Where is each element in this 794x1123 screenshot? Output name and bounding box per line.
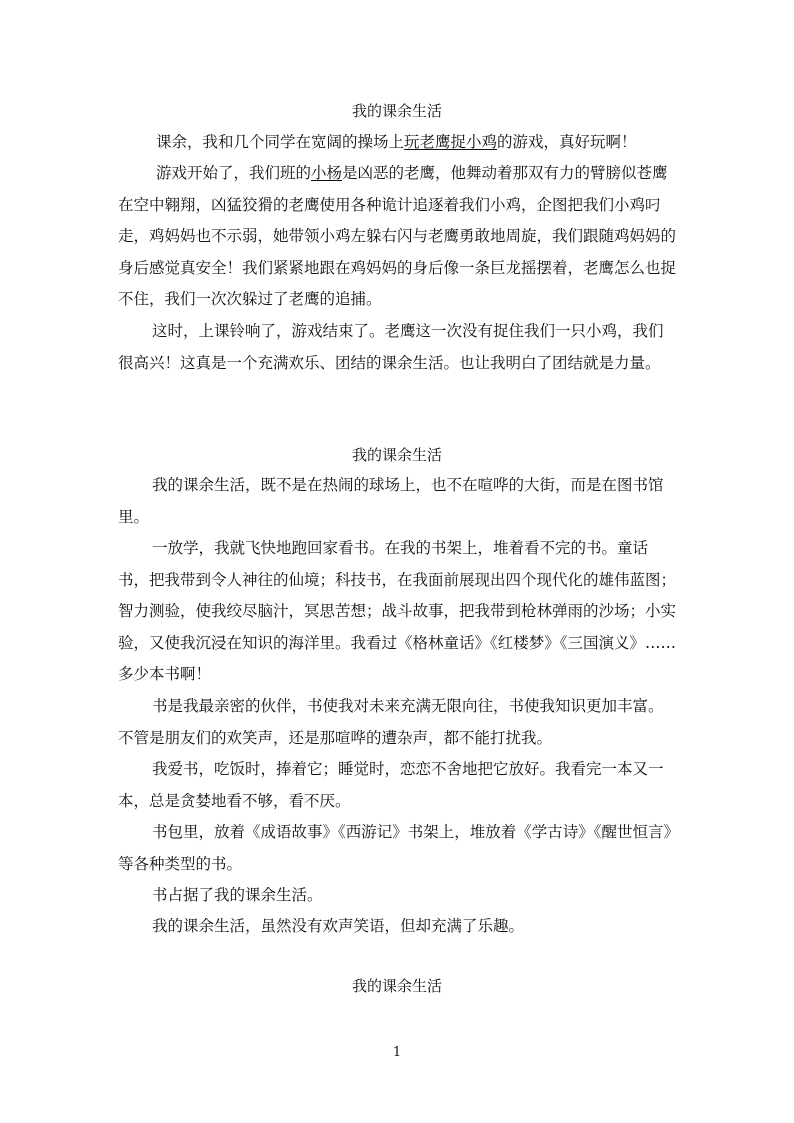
essay-2-paragraph-2: 一放学，我就飞快地跑回家看书。在我的书架上，堆着看不完的书。童话书，把我带到令人神往的仙境；科技书，在我面前展现出四个现代化的雄伟蓝图；智力测验，使我绞尽脑汁，冥思苦想；战斗故事，把我带到枪林弹雨的沙场；小实验，又使我沉浸在知识的海洋里。我看过《格林童话》《红楼梦》《三国演义》……多少本书啊！ xyxy=(118,539,677,683)
essay-2-paragraph-4: 我爱书，吃饭时，捧着它；睡觉时，恋恋不舍地把它放好。我看完一本又一本，总是贪婪地看不够，看不厌。 xyxy=(118,760,664,810)
essay-3-title: 我的课余生活 xyxy=(351,977,442,995)
essay-2-paragraph-6: 书占据了我的课余生活。 xyxy=(152,886,323,904)
paragraph-text: 游戏开始了，我们班的 xyxy=(156,164,312,182)
essay-1-title: 我的课余生活 xyxy=(351,102,442,120)
essay-2-paragraph-1: 我的课余生活，既不是在热闹的球场上，也不在喧哗的大街，而是在图书馆里。 xyxy=(118,476,664,526)
essay-1-paragraph-3: 这时，上课铃响了，游戏结束了。老鹰这一次没有捉住我们一只小鸡，我们很高兴！这真是一个充满欢乐、团结的课余生活。也让我明白了团结就是力量。 xyxy=(118,322,664,372)
paragraph-text: 课余，我和几个同学在宽阔的操场上 xyxy=(156,133,405,151)
underlined-phrase: 玩老鹰捉小鸡 xyxy=(404,133,498,151)
essay-2-paragraph-7: 我的课余生活，虽然没有欢声笑语，但却充满了乐趣。 xyxy=(152,917,525,935)
essay-2-paragraph-5: 书包里，放着《成语故事》《西游记》书架上，堆放着《学古诗》《醒世恒言》等各种类型的书。 xyxy=(118,823,672,873)
essay-2-title: 我的课余生活 xyxy=(351,446,442,464)
underlined-name: 小杨 xyxy=(311,164,343,182)
paragraph-text: 的游戏，真好玩啊！ xyxy=(497,133,637,151)
essay-1-paragraph-2 xyxy=(118,158,678,316)
page-number: 1 xyxy=(392,1045,402,1060)
paragraph-text: 是凶恶的老鹰，他舞动着那双有力的臂膀似苍鹰在空中翱翔，凶猛狡猾的老鹰使用各种诡计追逐着我们小鸡，企图把我们小鸡叼走，鸡妈妈也不示弱，她带领小鸡左躲右闪与老鹰勇敢地周旋，我们跟随鸡妈妈的身后感觉真安全！我们紧紧地跟在鸡妈妈的身后像一条巨龙摇摆着，老鹰怎么也捉不住，我们一次次躲过了老鹰的追捕。 xyxy=(118,164,677,308)
essay-2-paragraph-3: 书是我最亲密的伙伴，书使我对未来充满无限向往，书使我知识更加丰富。不管是朋友们的欢笑声，还是那喧哗的遭杂声，都不能打扰我。 xyxy=(118,697,664,747)
essay-1-paragraph-1 xyxy=(118,127,678,159)
